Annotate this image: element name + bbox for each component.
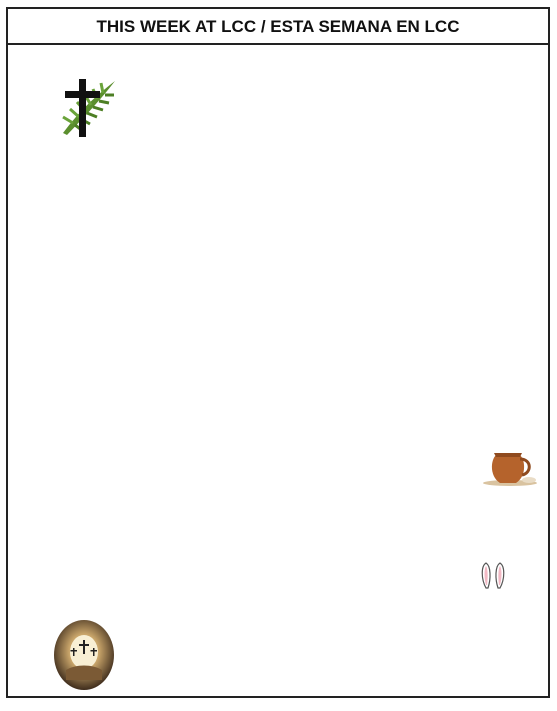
bunny-ears-image [478, 561, 508, 589]
page-title: THIS WEEK AT LCC / ESTA SEMANA EN LCC [8, 9, 548, 45]
jug-image [482, 447, 538, 487]
palm-cross-image [53, 73, 119, 141]
empty-tomb-image [54, 620, 114, 690]
